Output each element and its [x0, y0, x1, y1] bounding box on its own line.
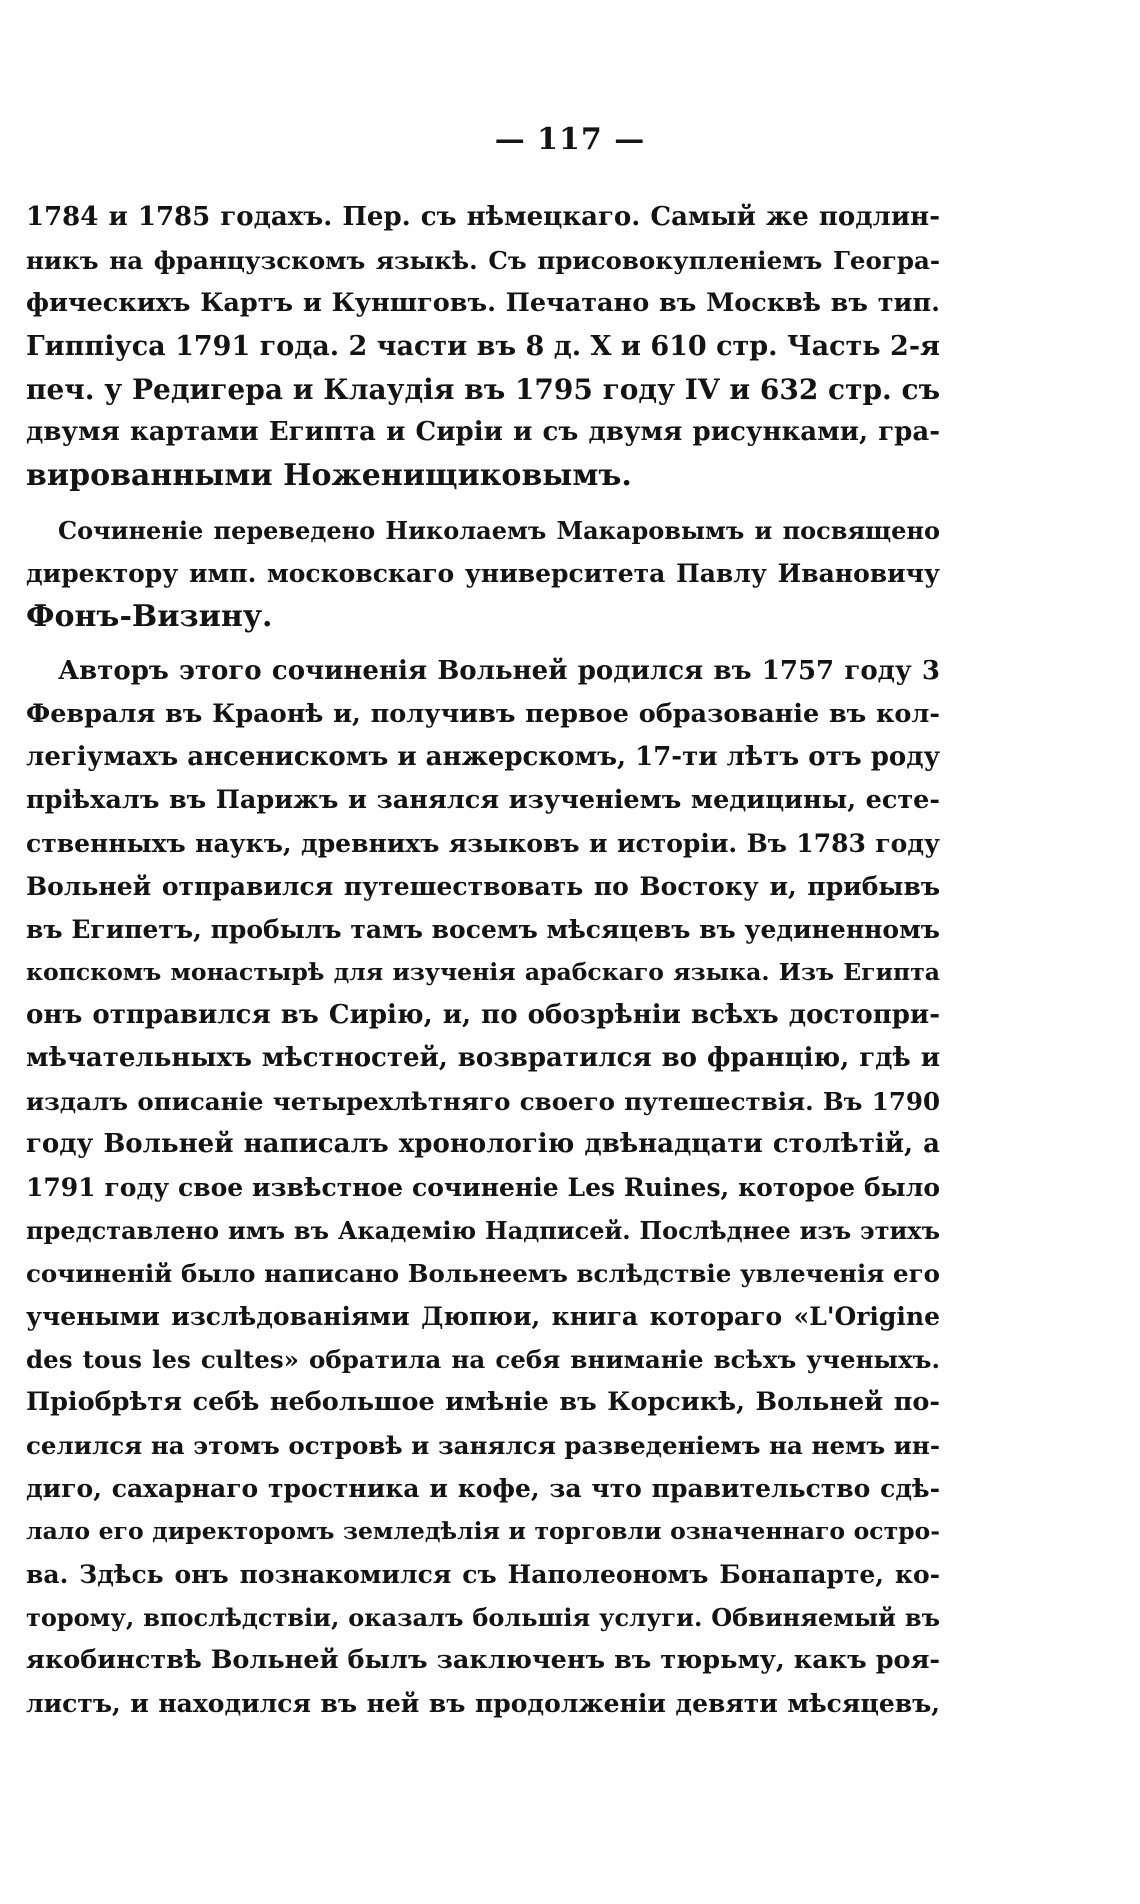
text-line: Авторъ этого сочиненія Вольней родился въ 1757 году 3: [58, 656, 940, 686]
text-line: пріѣхалъ въ Парижъ и занялся изученіемъ медицины, есте-: [26, 785, 940, 815]
text-line: диго, сахарнаго тростника и кофе, за что правительство сдѣ-: [26, 1474, 940, 1503]
text-line: представлено имъ въ Академію Надписей. Послѣднее изъ этихъ: [26, 1216, 940, 1245]
text-line: вированными Ноженищиковымъ.: [26, 458, 632, 493]
text-line: фическихъ Картъ и Куншговъ. Печатано въ Москвѣ въ тип.: [26, 288, 940, 318]
text-line: онъ отправился въ Сирію, и, по обозрѣніи всѣхъ достопри-: [26, 1000, 940, 1030]
text-line: якобинствѣ Вольней былъ заключенъ въ тюрьму, какъ роя-: [26, 1645, 940, 1675]
text-line: легіумахъ ансенискомъ и анжерскомъ, 17-ти лѣтъ отъ роду: [26, 742, 940, 772]
paragraph-author-biography: [26, 650, 940, 1725]
paragraph-spacer: [26, 497, 940, 509]
text-line: никъ на французскомъ языкѣ. Съ присовокупленіемъ Геогра-: [26, 246, 940, 275]
text-line: Сочиненіе переведено Николаемъ Макаровымъ и посвящено: [58, 516, 940, 545]
text-line: Гиппіуса 1791 года. 2 части въ 8 д. X и 610 стр. Часть 2-я: [26, 331, 940, 362]
text-line: des tous les cultes» обратила на себя вниманіе всѣхъ ученыхъ.: [26, 1345, 940, 1374]
text-line: Фонъ-Визину.: [26, 599, 273, 634]
paragraph-spacer: [26, 638, 940, 650]
text-line: Пріобрѣтя себѣ небольшое имѣніе въ Корсикѣ, Вольней по-: [26, 1387, 940, 1417]
text-line: торому, впослѣдствіи, оказалъ большія услуги. Обвиняемый въ: [26, 1603, 940, 1632]
text-line: лало его директоромъ земледѣлія и торговли означеннаго остро-: [26, 1517, 940, 1545]
text-line: ственныхъ наукъ, древнихъ языковъ и исторіи. Въ 1783 году: [26, 829, 940, 858]
text-line: двумя картами Египта и Сиріи и съ двумя рисунками, гра-: [26, 417, 940, 447]
text-line: листъ, и находился въ ней въ продолженіи девяти мѣсяцевъ,: [26, 1689, 940, 1718]
text-line: печ. у Редигера и Клаудія въ 1795 году IV и 632 стр. съ: [26, 373, 940, 406]
text-line: сочиненій было написано Вольнеемъ вслѣдствіе увлеченія его: [26, 1259, 940, 1288]
text-line: году Вольней написалъ хронологію двѣнадцати столѣтій, а: [26, 1129, 940, 1159]
text-line: мѣчательныхъ мѣстностей, возвратился во францію, гдѣ и: [26, 1043, 940, 1073]
paragraph-bibliographic-entry: [26, 196, 940, 497]
body-text: [26, 196, 940, 1725]
text-line: учеными изслѣдованіями Дюпюи, книга котораго «L'Origine: [26, 1302, 940, 1331]
text-line: Февраля въ Краонѣ и, получивъ первое образованіе въ кол-: [26, 699, 940, 729]
paragraph-translation-note: [26, 509, 940, 638]
page-number: — 117 —: [494, 122, 646, 157]
text-line: ва. Здѣсь онъ познакомился съ Наполеономъ Бонапарте, ко-: [26, 1560, 940, 1589]
text-line: издалъ описаніе четырехлѣтняго своего путешествія. Въ 1790: [26, 1087, 940, 1116]
text-line: 1791 году свое извѣстное сочиненіе Les Ruines, которое было: [26, 1173, 940, 1202]
text-line: Вольней отправился путешествовать по Востоку и, прибывъ: [26, 872, 940, 901]
text-line: въ Египетъ, пробылъ тамъ восемъ мѣсяцевъ въ уединенномъ: [26, 915, 940, 944]
text-line: директору имп. московскаго университета Павлу Ивановичу: [26, 559, 940, 588]
text-line: копскомъ монастырѣ для изученія арабскаго языка. Изъ Египта: [26, 958, 940, 986]
text-line: 1784 и 1785 годахъ. Пер. съ нѣмецкаго. Самый же подлин-: [26, 202, 940, 232]
text-line: селился на этомъ островѣ и занялся разведеніемъ на немъ ин-: [26, 1431, 940, 1460]
